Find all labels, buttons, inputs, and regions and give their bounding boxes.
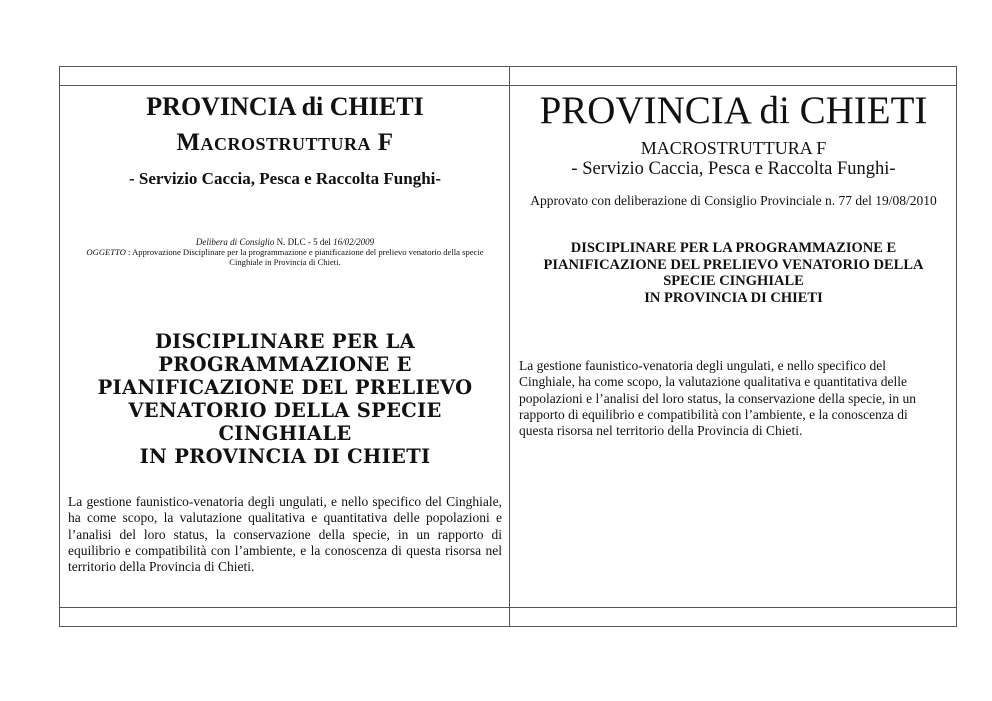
right-body-line: popolazioni e l’analisi del loro status, la conservazione della specie, in un [519, 390, 916, 406]
comparison-table [59, 66, 957, 627]
left-title: PROVINCIA di CHIETI [146, 92, 424, 121]
left-oggetto [66, 247, 504, 267]
right-approval-note: Approvato con deliberazione di Consiglio Provinciale n. 77 del 19/08/2010 [530, 193, 937, 208]
right-heading-line: IN PROVINCIA DI CHIETI [644, 289, 823, 306]
right-heading-line: DISCIPLINARE PER LA PROGRAMMAZIONE E [570, 240, 897, 256]
right-body-paragraph [515, 358, 952, 439]
left-service-name: - Servizio Caccia, Pesca e Raccolta Funghi- [128, 169, 442, 188]
left-heading-line: PROGRAMMAZIONE E [158, 353, 412, 376]
left-macrostructure: Macrostruttura F [176, 129, 394, 156]
oggetto-label: OGGETTO [86, 247, 126, 257]
left-heading-line: IN PROVINCIA DI CHIETI [139, 445, 431, 468]
oggetto-text: : Approvazione Disciplinare per la programmazione e pianificazione del prelievo venatorio della specie Cinghiale in Provincia di Chieti. [125, 247, 484, 267]
right-heading [515, 240, 952, 306]
right-body-line: rapporto di equilibrio e compatibilità con l’ambiente, e la conoscenza di [519, 406, 908, 422]
right-column [511, 86, 956, 608]
right-body-line: La gestione faunistico-venatoria degli ungulati, e nello specifico del [519, 358, 886, 373]
delibera-label: Delibera di Consiglio [195, 237, 275, 247]
left-heading-line: VENATORIO DELLA SPECIE [128, 399, 442, 422]
left-heading-line: DISCIPLINARE PER LA [154, 330, 416, 353]
delibera-date: 16/02/2009 [333, 237, 375, 247]
right-body-line: questa risorsa nel territorio della Provincia di Chieti. [519, 423, 803, 439]
delibera-number: N. DLC - 5 del [274, 237, 334, 247]
right-heading-line: SPECIE CINGHIALE [663, 273, 804, 289]
left-heading-line: PIANIFICAZIONE DEL PRELIEVO [97, 376, 473, 399]
right-service-name: - Servizio Caccia, Pesca e Raccolta Funghi- [571, 159, 896, 179]
right-body-line: Cinghiale, ha come scopo, la valutazione qualitativa e quantitativa delle [519, 374, 907, 390]
left-heading [66, 330, 504, 468]
left-column [60, 86, 510, 608]
right-macrostructure: MACROSTRUTTURA F [640, 138, 827, 158]
left-delibera-line [66, 237, 504, 247]
left-body-paragraph: La gestione faunistico-venatoria degli ungulati, e nello specifico del Cinghiale, ha come scopo, la valutazione qualitativa e quantitativa delle popolazioni e l’analisi del loro status, la conservazione della specie, in un rapporto di equilibrio e compatibilità con l’ambiente, e la conoscenza di questa risorsa nel territorio della Provincia di Chieti. [68, 494, 502, 575]
right-title: PROVINCIA di CHIETI [539, 89, 928, 132]
left-heading-line: CINGHIALE [218, 422, 352, 445]
right-heading-line: PIANIFICAZIONE DEL PRELIEVO VENATORIO DELLA [543, 256, 924, 273]
